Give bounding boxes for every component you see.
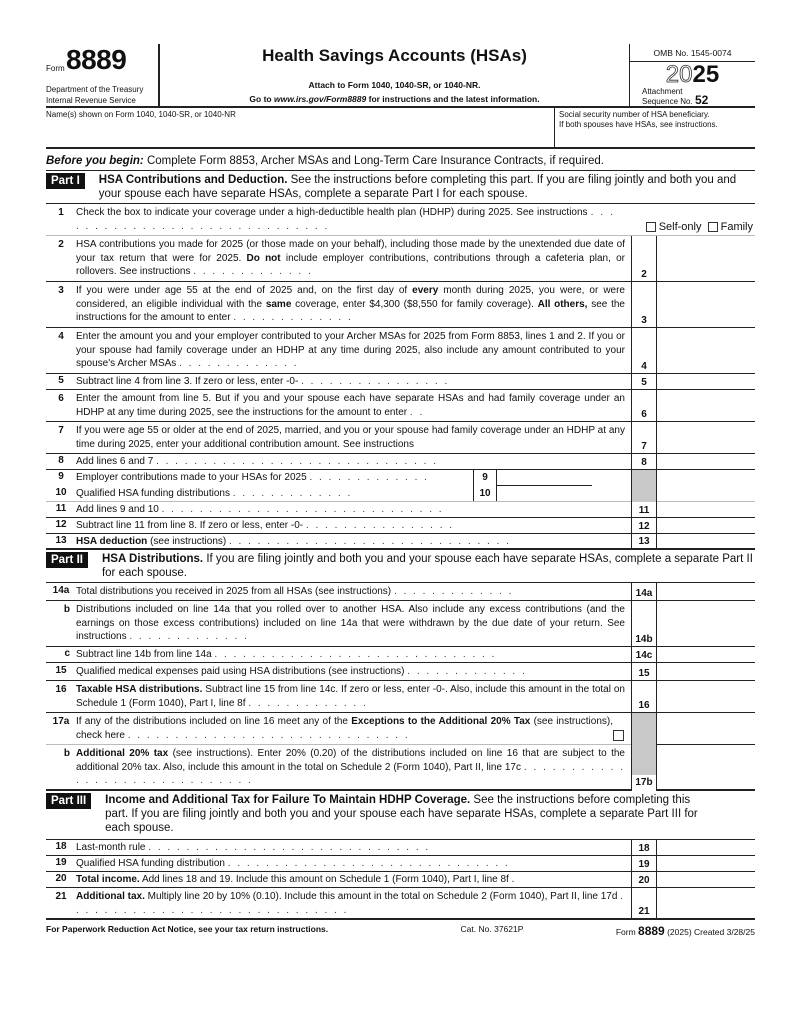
line-21-text: Multiply line 20 by 10% (0.10). Include this amount in the total on Schedule 2 (Form 1040), Part II, line 17d xyxy=(144,891,618,902)
line-17a-text-a: If any of the distributions included on line 16 meet any of the xyxy=(76,716,352,727)
self-only-label: Self-only xyxy=(658,221,702,233)
form-revision xyxy=(616,924,755,938)
name-label: Name(s) shown on Form 1040, 1040-SR, or 1040-NR xyxy=(46,110,236,119)
line-11-text: Add lines 9 and 10 xyxy=(76,504,159,515)
line-11-amount[interactable] xyxy=(657,502,755,517)
part-1-header xyxy=(46,171,755,204)
irs-link[interactable]: www.irs.gov/Form8889 xyxy=(273,94,367,104)
line-number: 21 xyxy=(55,891,67,902)
line-14c-desc xyxy=(76,647,631,662)
line-11-desc xyxy=(76,502,631,517)
line-20-desc: Total income. Add lines 18 and 19. Include this amount on Schedule 1 (Form 1040), Part I, line 8f . xyxy=(76,874,515,885)
form-number: 8889 xyxy=(66,44,127,75)
line-number: 3 xyxy=(58,285,64,296)
box-label: 8 xyxy=(631,454,657,469)
part-3-header xyxy=(46,791,755,840)
line-15-amount[interactable] xyxy=(657,663,755,680)
ssn-field[interactable] xyxy=(555,108,755,147)
line-13-desc xyxy=(76,534,631,548)
shaded-amount-area xyxy=(657,470,755,502)
line-18-desc xyxy=(76,840,631,855)
line-13-bold: HSA deduction xyxy=(76,536,148,547)
line-number: 8 xyxy=(58,455,64,466)
line-number: 16 xyxy=(55,684,67,695)
line-7-text: If you were age 55 or older at the end of 2025, married, and you or your spouse had family coverage under an HDHP at any time during 2025, enter your additional contribution amount. See instructions xyxy=(76,425,625,450)
line-19-desc xyxy=(76,856,631,871)
line-16-desc xyxy=(76,681,631,712)
box-label: 9 xyxy=(473,470,497,486)
leader-dots: . . . . . . . . . . . . . . . . . . . . . . . . . . . . . . xyxy=(227,858,510,869)
box-label: 17b xyxy=(631,775,657,791)
line-14b-text: Distributions included on line 14a that you rolled over to another HSA. Also include any excess contributions (and the earnings on those excess contributions) included on line 14a that were withdrawn by the due date of your return. See instructions xyxy=(76,604,625,642)
box-label: 3 xyxy=(631,282,657,327)
leader-dots: . . . . . . . . . . . . . . . . xyxy=(305,520,455,531)
line-6 xyxy=(46,390,755,422)
before-lead: Before you begin: xyxy=(46,155,144,167)
line-14c xyxy=(46,647,755,663)
line-number: c xyxy=(64,648,70,659)
line-3-text-d: see the instructions for the amount to enter xyxy=(76,298,625,323)
part-2-badge: Part II xyxy=(46,552,88,568)
line-4-text: Enter the amount you and your employer contributed to your Archer MSAs for 2025 from Form 8853, lines 1 and 2. If you or your spouse had family coverage under an HDHP at any time during 2025, also include any amount contributed to your spouse's Archer MSAs xyxy=(76,331,625,369)
goto-prefix: Go to xyxy=(249,94,274,104)
box-label: 15 xyxy=(631,663,657,680)
line-number: 13 xyxy=(55,535,67,546)
line-14b-desc xyxy=(76,601,631,646)
form-header xyxy=(46,44,755,108)
leader-dots: . . . . . . . . . . . . . . . . . . . . . . . . . . . . . . xyxy=(148,842,431,853)
taxpayer-info-row xyxy=(46,108,755,149)
part-3-badge: Part III xyxy=(46,793,91,809)
line-7-amount[interactable] xyxy=(657,422,755,453)
line-9-box xyxy=(473,470,592,486)
line-14a xyxy=(46,583,755,601)
line-5-text: Subtract line 4 from line 3. If zero or less, enter -0- xyxy=(76,376,299,387)
box-label: 11 xyxy=(631,502,657,517)
line-number: 1 xyxy=(58,207,64,218)
part-2-title: HSA Distributions. xyxy=(101,553,204,565)
line-17b-amount[interactable] xyxy=(657,745,755,791)
leader-dots: . . . . . . . . . . . . . . . . . . . . . . . . . . . . . . xyxy=(76,891,625,916)
leader-dots: . . . . . . . . . . . . . . . . . . . . . . . . . . . . . . xyxy=(214,649,497,660)
leader-dots: . . . . . . . . . . . . . xyxy=(407,666,527,677)
line-4-amount[interactable] xyxy=(657,328,755,373)
form-id-block xyxy=(46,44,160,106)
line-4 xyxy=(46,328,755,374)
form-title: Health Savings Accounts (HSAs) xyxy=(262,46,527,65)
line-8-text: Add lines 6 and 7 xyxy=(76,456,154,467)
line-14a-desc xyxy=(76,583,631,600)
line-2-desc xyxy=(76,236,631,281)
part-3-description xyxy=(105,793,755,835)
form-footer xyxy=(46,920,755,938)
line-12-text: Subtract line 11 from line 8. If zero or less, enter -0- xyxy=(76,520,304,531)
form-title-block xyxy=(160,44,630,106)
line-20-text: Add lines 18 and 19. Include this amount on Schedule 1 (Form 1040), Part I, line 8f xyxy=(139,874,509,885)
attachment-sequence xyxy=(630,87,755,106)
year-outline: 20 xyxy=(665,61,693,88)
line-10-box xyxy=(473,486,592,502)
line-3-text-a: If you were under age 55 at the end of 2025 and, on the first day of xyxy=(76,285,413,296)
part-1-title: HSA Contributions and Deduction. xyxy=(98,174,288,186)
leader-dots: . . . . . . . . . . . . . . . . xyxy=(301,376,450,387)
line-number: 14a xyxy=(52,585,70,596)
ssn-label-1: Social security number of HSA beneficiary. xyxy=(559,110,710,119)
ssn-label-2: If both spouses have HSAs, see instructions. xyxy=(559,120,718,129)
line-1-text: Check the box to indicate your coverage under a high-deductible health plan (HDHP) during 2025. See instructions xyxy=(76,207,588,218)
line-14b-amount[interactable] xyxy=(657,601,755,646)
line-number: 4 xyxy=(58,331,64,342)
line-15 xyxy=(46,663,755,681)
line-number: 9 xyxy=(58,471,64,482)
dept-line-2: Internal Revenue Service xyxy=(46,96,136,105)
box-label: 2 xyxy=(631,236,657,281)
box-label: 13 xyxy=(631,534,657,548)
line-18-amount[interactable] xyxy=(657,840,755,855)
exceptions-checkbox[interactable] xyxy=(613,730,624,741)
part-2-header xyxy=(46,550,755,583)
paperwork-notice: For Paperwork Reduction Act Notice, see your tax return instructions. xyxy=(46,924,329,934)
family-label: Family xyxy=(720,221,753,233)
line-18 xyxy=(46,840,755,856)
line-number: 7 xyxy=(58,425,64,436)
sequence-label: Sequence No. xyxy=(642,97,693,106)
box-label: 14c xyxy=(631,647,657,662)
attachment-label: Attachment xyxy=(642,87,683,96)
line-number: 12 xyxy=(55,519,67,530)
line-18-text: Last-month rule xyxy=(76,842,146,853)
line-17a-bold: Exceptions to the Additional 20% Tax xyxy=(351,716,531,727)
line-number: 19 xyxy=(55,857,67,868)
line-20-bold: Total income. xyxy=(76,874,140,885)
line-3-bold-1: every xyxy=(412,285,439,296)
line-8 xyxy=(46,454,755,470)
line-17a xyxy=(46,713,631,745)
box-label: 18 xyxy=(631,840,657,855)
line-12-desc xyxy=(76,518,631,533)
line-number: b xyxy=(63,748,70,759)
line-5 xyxy=(46,374,755,390)
line-14a-amount[interactable] xyxy=(657,583,755,600)
line-3 xyxy=(46,282,755,328)
omb-number: OMB No. 1545-0074 xyxy=(630,44,755,62)
line-3-text-b: month during 2025, you were, or were considered, an eligible individual with the xyxy=(76,285,625,310)
line-21-bold: Additional tax. xyxy=(76,891,145,902)
goto-instruction xyxy=(160,94,629,104)
line-20-amount[interactable] xyxy=(657,872,755,887)
line-19 xyxy=(46,856,755,872)
coverage-checkboxes xyxy=(646,221,753,233)
line-16-amount[interactable] xyxy=(657,681,755,712)
leader-dots: . . . . . . . . . . . . . . . . . . . . . . . . . . . . . . xyxy=(76,761,625,786)
line-4-desc xyxy=(76,328,631,373)
leader-dots: . . . . . . . . . . . . . xyxy=(233,312,353,323)
line-number: b xyxy=(63,604,70,615)
line-2-text-a: HSA contributions you made for 2025 (or those made on your behalf), including those made by the unextended due date of your tax return that were for 2025. xyxy=(76,239,625,264)
line-3-desc xyxy=(76,282,631,327)
line-number: 18 xyxy=(55,841,67,852)
line-number: 15 xyxy=(55,665,67,676)
line-16 xyxy=(46,681,755,713)
box-label: 20 xyxy=(631,872,657,887)
line-2-text-b: include employer contributions, contributions through a cafeteria plan, or rollovers. See instructions xyxy=(76,252,626,277)
leader-dots: . . . . . . . . . . . . . xyxy=(193,266,313,277)
leader-dots: . . . . . . . . . . . . . . . . . . . . . . . . . . . . . . xyxy=(156,456,438,467)
line-10-amount[interactable] xyxy=(497,486,592,502)
leader-dots: . . . . . . . . . . . . . . . . . . . . . . . . . . . . . . xyxy=(76,207,615,232)
family-checkbox[interactable] xyxy=(708,222,718,232)
line-17a-desc xyxy=(76,713,631,744)
footer-form-number: 8889 xyxy=(638,924,665,938)
catalog-number: Cat. No. 37621P xyxy=(460,924,524,934)
line-12-amount[interactable] xyxy=(657,518,755,533)
line-13-text: (see instructions) xyxy=(147,536,227,547)
box-label: 14a xyxy=(631,583,657,600)
part-3-title: Income and Additional Tax for Failure To Maintain HDHP Coverage. xyxy=(105,794,471,806)
box-label: 5 xyxy=(631,374,657,389)
line-14b xyxy=(46,601,755,647)
leader-dots: . . xyxy=(409,406,425,418)
line-1 xyxy=(46,204,755,236)
before-you-begin xyxy=(46,149,755,171)
leader-dots: . . . . . . . . . . . . . xyxy=(248,697,368,709)
box-label: 10 xyxy=(473,486,497,502)
line-5-amount[interactable] xyxy=(657,374,755,389)
line-2-bold: Do not xyxy=(246,252,281,264)
line-7-desc xyxy=(76,422,631,453)
line-17b-bold: Additional 20% tax xyxy=(76,748,169,759)
box-label: 19 xyxy=(631,856,657,871)
line-number: 20 xyxy=(55,873,67,884)
box-label: 16 xyxy=(631,681,657,712)
line-16-text: Subtract line 15 from line 14c. If zero or less, enter -0-. Also, include this amount in the total on Schedule 1 (Form 1040), Part I, line 8f xyxy=(76,684,625,709)
line-13-amount[interactable] xyxy=(657,534,755,548)
part-2-description xyxy=(102,552,755,580)
line-17a-text-b: (see instructions), check here xyxy=(76,716,613,741)
line-10-text: Qualified HSA funding distributions xyxy=(76,488,230,499)
line-6-desc xyxy=(76,390,631,421)
line-17b-desc xyxy=(76,745,631,791)
line-2 xyxy=(46,236,755,282)
line-6-amount[interactable] xyxy=(657,390,755,421)
line-5-desc xyxy=(76,374,631,389)
leader-dots: . . . . . . . . . . . . . xyxy=(309,472,429,483)
attach-instruction: Attach to Form 1040, 1040-SR, or 1040-NR. xyxy=(308,80,481,90)
line-21-desc xyxy=(76,888,631,918)
sequence-number: 52 xyxy=(694,93,709,107)
line-19-text: Qualified HSA funding distribution xyxy=(76,858,225,869)
lines-17 xyxy=(46,713,755,791)
before-text: Complete Form 8853, Archer MSAs and Long-Term Care Insurance Contracts, if required. xyxy=(143,155,604,167)
year-bold: 25 xyxy=(692,61,720,88)
omb-block xyxy=(630,44,755,106)
line-20 xyxy=(46,872,755,888)
line-number: 10 xyxy=(55,487,67,498)
line-11 xyxy=(46,502,755,518)
goto-suffix: for instructions and the latest information. xyxy=(366,94,540,104)
footer-form-prefix: Form xyxy=(615,927,639,937)
part-2-text: If you are filing jointly and both you and your spouse each have separate HSAs, complete a separate Part II for each spouse. xyxy=(101,553,753,579)
part-1-text: See the instructions before completing this part. If you are filing jointly and both you and your spouse each have separate HSAs, complete a separate Part I for each spouse. xyxy=(98,174,737,200)
box-label: 12 xyxy=(631,518,657,533)
form-word: Form xyxy=(46,64,65,73)
lines-9-10 xyxy=(46,470,755,502)
box-label: 7 xyxy=(631,422,657,453)
box-label: 4 xyxy=(631,328,657,373)
line-16-bold: Taxable HSA distributions. xyxy=(76,684,203,695)
line-3-bold-3: All others, xyxy=(537,298,588,310)
leader-dots: . . . . . . . . . . . . . xyxy=(393,586,514,597)
line-number: 6 xyxy=(58,393,64,404)
line-3-bold-2: same xyxy=(265,298,292,310)
name-field[interactable] xyxy=(46,108,555,147)
part-3-text: See the instructions before completing this part. If you are filing jointly and both you and your spouse each have separate HSAs, complete a separate Part III for each spouse. xyxy=(105,794,698,834)
box-label: 21 xyxy=(631,888,657,918)
line-3-amount[interactable] xyxy=(657,282,755,327)
line-9-text: Employer contributions made to your HSAs for 2025 xyxy=(76,472,307,483)
form-8889 xyxy=(46,44,755,938)
tax-year xyxy=(630,63,755,87)
line-14c-text: Subtract line 14b from line 14a xyxy=(76,649,212,660)
line-17b-text: (see instructions). Enter 20% (0.20) of the distributions included on line 16 that are subject to the additional 20% tax. Also, include this amount in the total on Schedule 2 (Form 1040), Part II, line 17c xyxy=(76,748,625,773)
leader-dots: . . . . . . . . . . . . . . . . . . . . . . . . . . . . . . xyxy=(161,504,444,515)
line-number: 5 xyxy=(58,375,64,386)
box-label: 6 xyxy=(631,390,657,421)
line-8-amount[interactable] xyxy=(657,454,755,469)
leader-dots: . . . . . . . . . . . . . . . . . . . . . . . . . . . . . . xyxy=(229,536,511,547)
line-8-desc xyxy=(76,454,631,469)
line-number: 11 xyxy=(55,503,67,514)
line-3-text-c: coverage, enter $4,300 ($8,550 for family coverage). xyxy=(291,298,538,310)
leader-dots: . . . . . . . . . . . . . xyxy=(129,631,249,642)
line-14c-amount[interactable] xyxy=(657,647,755,662)
shaded-box xyxy=(631,470,657,502)
self-only-checkbox[interactable] xyxy=(646,222,656,232)
part-1-badge: Part I xyxy=(46,173,85,189)
line-21 xyxy=(46,888,755,920)
line-13 xyxy=(46,534,755,550)
line-19-amount[interactable] xyxy=(657,856,755,871)
line-9-amount[interactable] xyxy=(497,470,592,486)
dept-line-1: Department of the Treasury xyxy=(46,85,144,94)
leader-dots: . . . . . . . . . . . . . xyxy=(179,358,299,369)
part-1-description xyxy=(99,173,755,201)
box-label: 14b xyxy=(631,601,657,646)
line-7 xyxy=(46,422,755,454)
line-14a-text: Total distributions you received in 2025 from all HSAs (see instructions) xyxy=(76,586,392,597)
line-2-amount[interactable] xyxy=(657,236,755,281)
line-number: 17a xyxy=(52,716,70,727)
line-6-text: Enter the amount from line 5. But if you and your spouse each have separate HSAs and had family coverage under an HDHP at any time during 2025, see the instructions for the amount to enter xyxy=(76,393,625,418)
line-number: 2 xyxy=(58,239,64,250)
leader-dots: . . . . . . . . . . . . . . . . . . . . . . . . . . . . . . xyxy=(127,729,410,741)
line-12 xyxy=(46,518,755,534)
line-15-desc xyxy=(76,663,631,680)
line-17b xyxy=(46,745,631,791)
footer-form-suffix: (2025) Created 3/28/25 xyxy=(664,927,755,937)
department xyxy=(46,84,143,106)
line-15-text: Qualified medical expenses paid using HSA distributions (see instructions) xyxy=(76,666,405,677)
line-21-amount[interactable] xyxy=(657,888,755,918)
leader-dots: . . . . . . . . . . . . . xyxy=(232,488,353,499)
